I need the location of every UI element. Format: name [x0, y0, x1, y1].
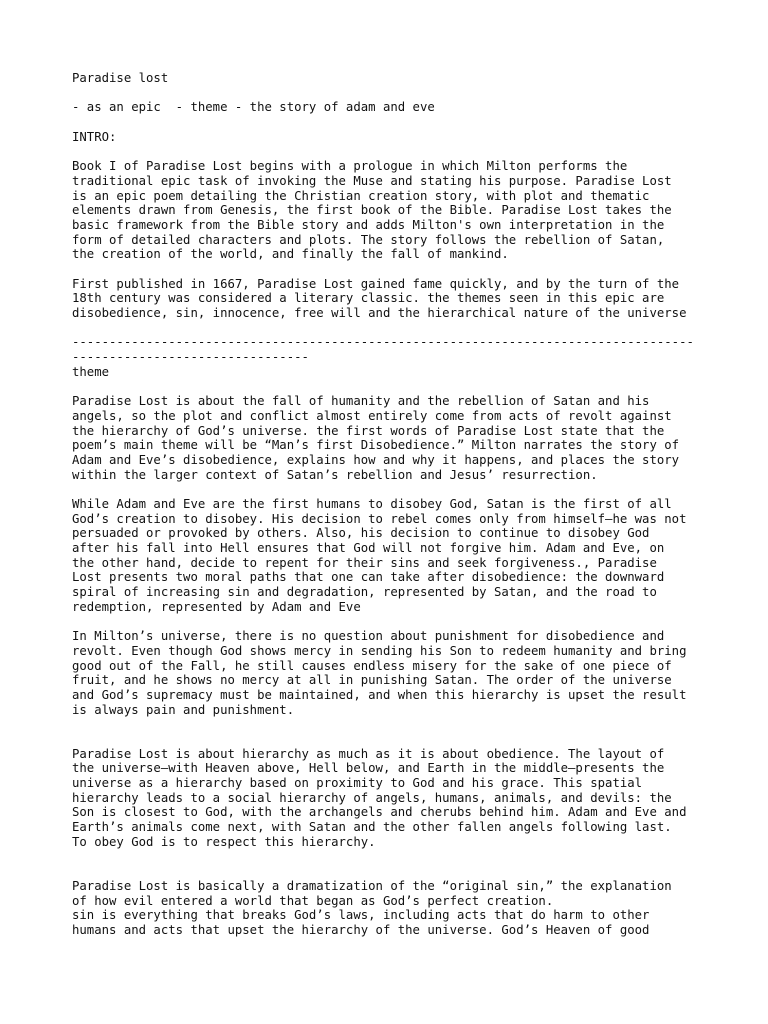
- text-line: humans and acts that upset the hierarchy of the universe. God’s Heaven of good: [72, 922, 650, 937]
- text-line: To obey God is to respect this hierarchy.: [72, 834, 376, 849]
- text-line: Lost presents two moral paths that one can take after disobedience: the downward: [72, 570, 665, 585]
- text-line: First published in 1667, Paradise Lost gained fame quickly, and by the turn of the: [72, 276, 680, 291]
- text-line: elements drawn from Genesis, the first book of the Bible. Paradise Lost takes the: [72, 203, 672, 218]
- text-line: Paradise Lost is about the fall of humanity and the rebellion of Satan and his: [72, 394, 650, 409]
- text-line: God’s creation to disobey. His decision to rebel comes only from himself—he was not: [72, 511, 687, 526]
- text-line: Book I of Paradise Lost begins with a prologue in which Milton performs the: [72, 159, 628, 174]
- text-line: form of detailed characters and plots. The story follows the rebellion of Satan,: [72, 232, 665, 247]
- text-line: traditional epic task of invoking the Muse and stating his purpose. Paradise Lost: [72, 173, 672, 188]
- text-line: fruit, and he shows no mercy at all in punishing Satan. The order of the universe: [72, 673, 672, 688]
- separator-row: --------------------------------: [72, 350, 309, 365]
- separator-line: [72, 335, 712, 364]
- text-line: hierarchy leads to a social hierarchy of angels, humans, animals, and devils: the: [72, 790, 672, 805]
- text-line: basic framework from the Bible story and adds Milton's own interpretation in the: [72, 217, 665, 232]
- text-line: the creation of the world, and finally the fall of mankind.: [72, 247, 509, 262]
- text-line: universe as a hierarchy based on proximity to God and his grace. This spatial: [72, 776, 643, 791]
- text-line: In Milton’s universe, there is no question about punishment for disobedience and: [72, 629, 665, 644]
- theme-heading: theme: [72, 364, 110, 379]
- text-line: sin is everything that breaks God’s laws, including acts that do harm to other: [72, 908, 650, 923]
- text-line: Earth’s animals come next, with Satan and the other fallen angels following last.: [72, 820, 672, 835]
- text-line: the hierarchy of God’s universe. the first words of Paradise Lost state that the: [72, 423, 665, 438]
- theme-paragraph-2: [72, 497, 712, 615]
- theme-paragraph-5: [72, 879, 712, 938]
- text-line: within the larger context of Satan’s rebellion and Jesus’ resurrection.: [72, 467, 598, 482]
- theme-paragraph-4: [72, 747, 712, 850]
- document-body: [72, 71, 712, 938]
- text-line: spiral of increasing sin and degradation, represented by Satan, and the road to: [72, 585, 657, 600]
- document-subtitle: - as an epic - theme - the story of adam and eve: [72, 100, 435, 115]
- text-line: and God’s supremacy must be maintained, and when this hierarchy is upset the result: [72, 687, 687, 702]
- separator-row: ------------------------------------------------------------------------------------: [72, 335, 694, 350]
- text-line: Paradise Lost is about hierarchy as much as it is about obedience. The layout of: [72, 746, 665, 761]
- text-line: redemption, represented by Adam and Eve: [72, 599, 361, 614]
- text-line: the other hand, decide to repent for their sins and seek forgiveness., Paradise: [72, 555, 657, 570]
- text-line: after his fall into Hell ensures that God will not forgive him. Adam and Eve, on: [72, 541, 665, 555]
- text-line: good out of the Fall, he still causes endless misery for the sake of one piece of: [72, 658, 672, 673]
- text-line: is an epic poem detailing the Christian creation story, with plot and thematic: [72, 188, 650, 203]
- document-title: Paradise lost: [72, 71, 169, 85]
- text-line: Adam and Eve’s disobedience, explains how and why it happens, and places the story: [72, 452, 680, 467]
- text-line: poem’s main theme will be “Man’s first Disobedience.” Milton narrates the story of: [72, 438, 680, 453]
- text-line: disobedience, sin, innocence, free will and the hierarchical nature of the universe: [72, 306, 687, 320]
- text-line: Paradise Lost is basically a dramatization of the “original sin,” the explanation: [72, 878, 672, 893]
- text-line: the universe—with Heaven above, Hell below, and Earth in the middle—presents the: [72, 761, 665, 776]
- text-line: revolt. Even though God shows mercy in sending his Son to redeem humanity and bring: [72, 643, 687, 658]
- text-line: angels, so the plot and conflict almost entirely come from acts of revolt against: [72, 408, 672, 423]
- text-line: While Adam and Eve are the first humans to disobey God, Satan is the first of all: [72, 496, 672, 511]
- intro-paragraph-2: [72, 277, 712, 321]
- text-line: persuaded or provoked by others. Also, his decision to continue to disobey God: [72, 526, 650, 541]
- text-line: Son is closest to God, with the archangels and cherubs behind him. Adam and Eve and: [72, 805, 687, 820]
- text-line: 18th century was considered a literary classic. the themes seen in this epic are: [72, 291, 665, 306]
- text-line: is always pain and punishment.: [72, 702, 295, 717]
- text-line: of how evil entered a world that began as God’s perfect creation.: [72, 893, 554, 908]
- theme-paragraph-3: [72, 629, 712, 717]
- theme-paragraph-1: [72, 394, 712, 482]
- intro-heading: INTRO:: [72, 129, 117, 144]
- intro-paragraph-1: [72, 159, 712, 262]
